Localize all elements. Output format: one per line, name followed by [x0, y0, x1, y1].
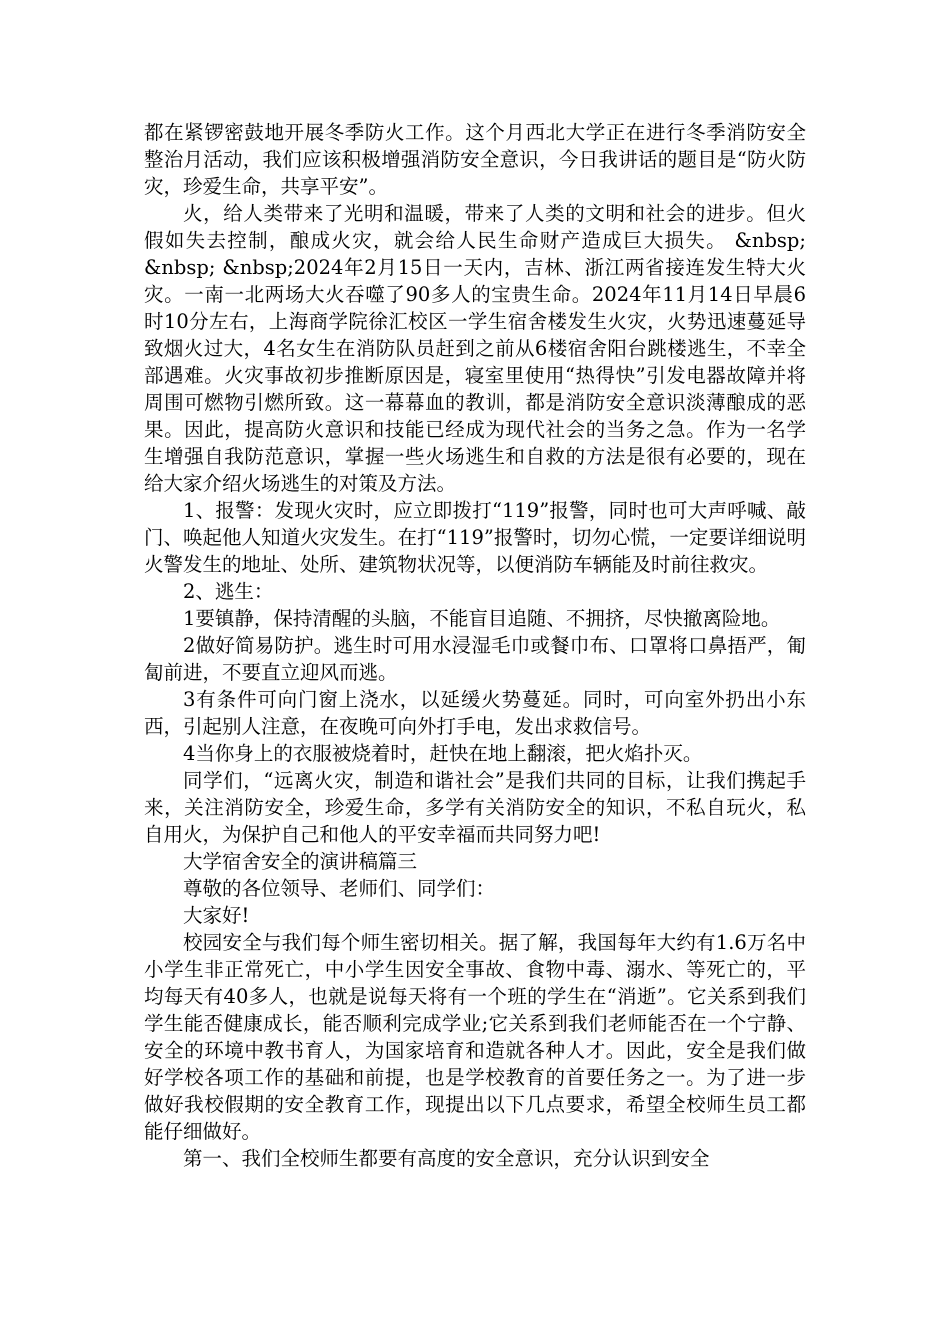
paragraph-14: 第一、我们全校师生都要有高度的安全意识，充分认识到安全: [183, 1147, 710, 1170]
paragraph-7: 3有条件可向门窗上浇水，以延缓火势蔓延。同时，可向室外扔出小东西，引起别人注意，在夜晚可向外打手电，发出求救信号。: [144, 688, 806, 738]
paragraph-1: 都在紧锣密鼓地开展冬季防火工作。这个月西北大学正在进行冬季消防安全整治月活动，我们应该积极增强消防安全意识，今日我讲话的题目是“防火防灾，珍爱生命，共享平安”。: [144, 121, 806, 198]
paragraph-5: 1要镇静，保持清醒的头脑，不能盲目追随、不拥挤，尽快撤离险地。: [183, 607, 781, 630]
paragraph-8: 4当你身上的衣服被烧着时，赶快在地上翻滚，把火焰扑灭。: [183, 742, 703, 765]
salutation: 尊敬的各位领导、老师们、同学们：: [183, 877, 496, 900]
paragraph-4: 2、逃生：: [183, 580, 274, 603]
section-heading: 大学宿舍安全的演讲稿篇三: [183, 850, 418, 873]
paragraph-6: 2做好简易防护。逃生时可用水浸湿毛巾或餐巾布、口罩将口鼻捂严，匍匐前进，不要直立迎风而逃。: [144, 634, 806, 684]
document-page: [144, 119, 806, 1172]
paragraph-13: 校园安全与我们每个师生密切相关。据了解，我国每年大约有1.6万名中小学生非正常死亡，中小学生因安全事故、食物中毒、溺水、等死亡的，平均每天有40多人，也就是说每天将有一个班的学生在“消逝”。它关系到我们学生能否健康成长，能否顺利完成学业;它关系到我们老师能否在一个宁静、安全的环境中教书育人，为国家培育和造就各种人才。因此，安全是我们做好学校各项工作的基础和前提，也是学校教育的首要任务之一。为了进一步做好我校假期的安全教育工作，现提出以下几点要求，希望全校师生员工都能仔细做好。: [144, 931, 806, 1143]
paragraph-2: 火，给人类带来了光明和温暖，带来了人类的文明和社会的进步。但火假如失去控制，酿成火灾，就会给人民生命财产造成巨大损失。 &nbsp; &nbsp; &nbsp;2024年2月15日一天内，吉林、浙江两省接连发生特大火灾。一南一北两场大火吞噬了90多人的宝贵生命。2024年11月14日早晨6时10分左右，上海商学院徐汇校区一学生宿舍楼发生火灾，火势迅速蔓延导致烟火过大，4名女生在消防队员赶到之前从6楼宿舍阳台跳楼逃生，不幸全部遇难。火灾事故初步推断原因是，寝室里使用“热得快”引发电器故障并将周围可燃物引燃所致。这一幕幕血的教训，都是消防安全意识淡薄酿成的恶果。因此，提高防火意识和技能已经成为现代社会的当务之急。作为一名学生增强自我防范意识，掌握一些火场逃生和自救的方法是很有必要的，现在给大家介绍火场逃生的对策及方法。: [144, 202, 806, 495]
paragraph-9: 同学们，“远离火灾，制造和谐社会”是我们共同的目标，让我们携起手来，关注消防安全，珍爱生命，多学有关消防安全的知识，不私自玩火，私自用火，为保护自己和他人的平安幸福而共同努力吧!: [144, 769, 806, 846]
paragraph-3: 1、报警：发现火灾时，应立即拨打“119”报警，同时也可大声呼喊、敲门、唤起他人知道火灾发生。在打“119”报警时，切勿心慌，一定要详细说明火警发生的地址、处所、建筑物状况等，以便消防车辆能及时前往救灾。: [144, 499, 806, 576]
greeting: 大家好!: [183, 904, 250, 927]
